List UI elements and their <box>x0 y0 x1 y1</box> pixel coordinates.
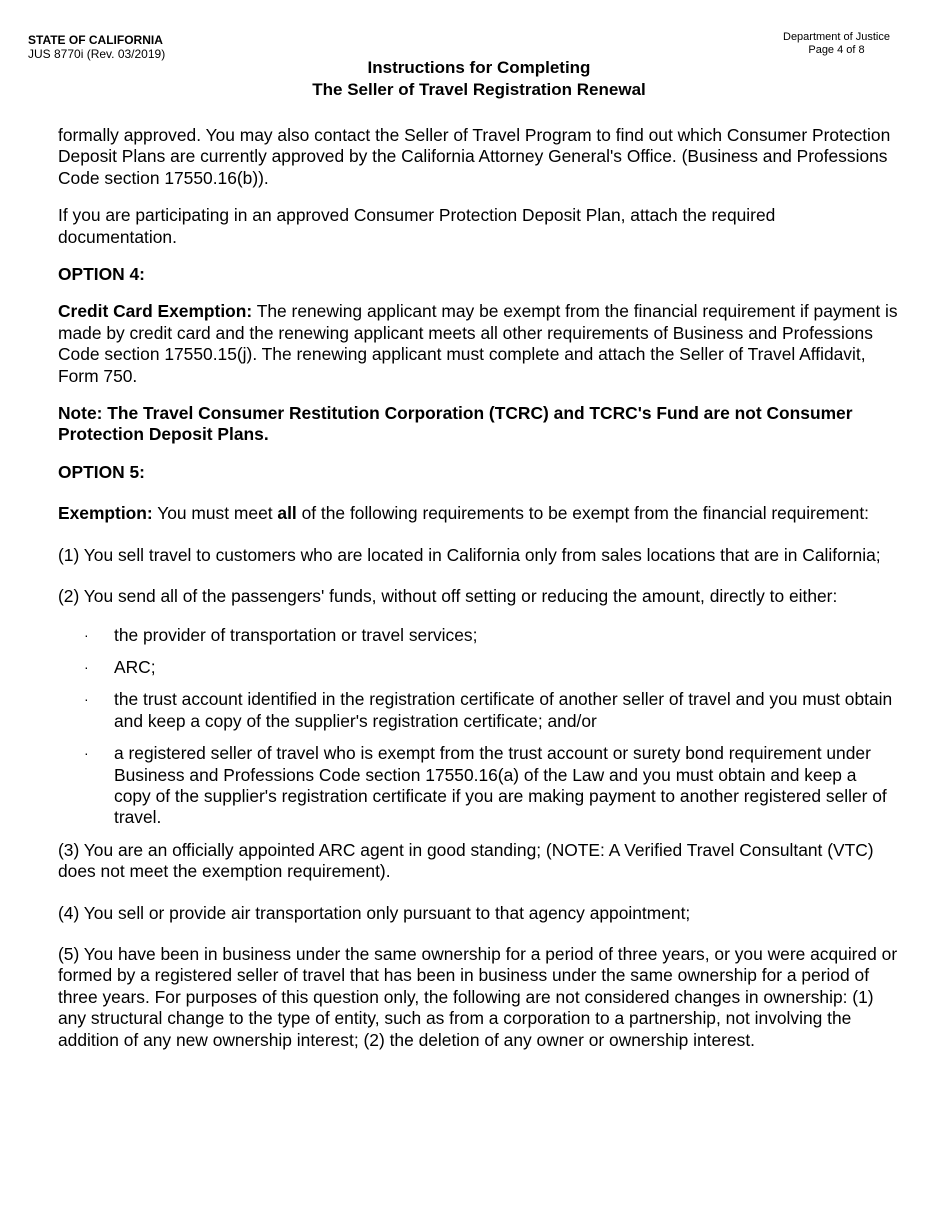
paragraph-attach-documentation: If you are participating in an approved Consumer Protection Deposit Plan, attach the required documentation. <box>58 205 776 247</box>
header-right <box>783 31 890 57</box>
exemption-text-pre: You must meet <box>152 503 278 524</box>
bullet-icon: · <box>84 691 89 708</box>
list-item-text: ARC; <box>114 656 156 677</box>
page-number: Page 4 of 8 <box>808 44 865 56</box>
bullet-icon: · <box>84 626 89 643</box>
list-item-text: the provider of transportation or travel services; <box>114 624 478 645</box>
list-item <box>58 657 898 678</box>
department-label: Department of Justice <box>783 31 890 43</box>
document-body <box>58 125 898 1067</box>
requirement-3: (3) You are an officially appointed ARC agent in good standing; (NOTE: A Verified Travel Consultant (VTC) does not meet the exemption requirement). <box>58 839 874 882</box>
list-item <box>58 625 898 646</box>
requirement-5: (5) You have been in business under the same ownership for a period of three years, or you were acquired or formed by a registered seller of travel that has been in business under the same ownership for a period of three years. For purposes of this question only, the following are not considered changes in ownership: (1) any structural change to the type of entity, such as from a corporation to a partnership, not involving the addition of any new ownership interest; (2) the deletion of any owner or ownership interest. <box>58 943 898 1050</box>
requirement-2-list <box>58 625 898 829</box>
option-4-heading: OPTION 4: <box>58 264 145 285</box>
option-5-heading: OPTION 5: <box>58 461 145 482</box>
document-title <box>0 57 950 101</box>
exemption-label: Exemption: <box>58 503 153 524</box>
credit-card-exemption-label: Credit Card Exemption: <box>58 301 253 322</box>
exemption-text-post: of the following requirements to be exempt from the financial requirement: <box>296 503 870 524</box>
credit-card-exemption-text: The renewing applicant may be exempt from the financial requirement if payment is made by credit card and the renewing applicant meets all other requirements of Business and Professions Code section 17550.15(j). The renewing applicant must complete and attach the Seller of Travel Affidavit, Form 750. <box>58 301 898 386</box>
list-item-text: a registered seller of travel who is exempt from the trust account or surety bond requirement under Business and Professions Code section 17550.16(a) of the Law and you must obtain and keep a copy of the supplier's registration certificate if you are making payment to another registered seller of travel. <box>114 743 887 828</box>
list-item-text: the trust account identified in the registration certificate of another seller of travel and you must obtain and keep a copy of the supplier's registration certificate; and/or <box>114 689 893 731</box>
paragraph-exemption <box>58 503 898 524</box>
title-line-1: Instructions for Completing <box>367 58 591 77</box>
list-item <box>58 689 898 732</box>
list-item <box>58 743 898 829</box>
bullet-icon: · <box>84 745 89 762</box>
note-tcrc: Note: The Travel Consumer Restitution Corporation (TCRC) and TCRC's Fund are not Consumer Protection Deposit Plans. <box>58 403 853 445</box>
title-line-2: The Seller of Travel Registration Renewal <box>312 80 646 99</box>
form-number: JUS 8770i (Rev. 03/2019) <box>28 47 166 61</box>
paragraph-deposit-plans: formally approved. You may also contact the Seller of Travel Program to find out which Consumer Protection Deposit Plans are currently approved by the California Attorney General's Office. (Business and Professions Code section 17550.16(b)). <box>58 125 891 188</box>
requirement-1: (1) You sell travel to customers who are located in California only from sales locations that are in California; <box>58 544 881 565</box>
exemption-all: all <box>277 503 297 524</box>
state-label: STATE OF CALIFORNIA <box>28 33 163 47</box>
requirement-4: (4) You sell or provide air transportation only pursuant to that agency appointment; <box>58 902 691 923</box>
requirement-2: (2) You send all of the passengers' funds, without off setting or reducing the amount, directly to either: <box>58 586 838 607</box>
paragraph-credit-card-exemption <box>58 301 898 387</box>
bullet-icon: · <box>84 658 89 675</box>
